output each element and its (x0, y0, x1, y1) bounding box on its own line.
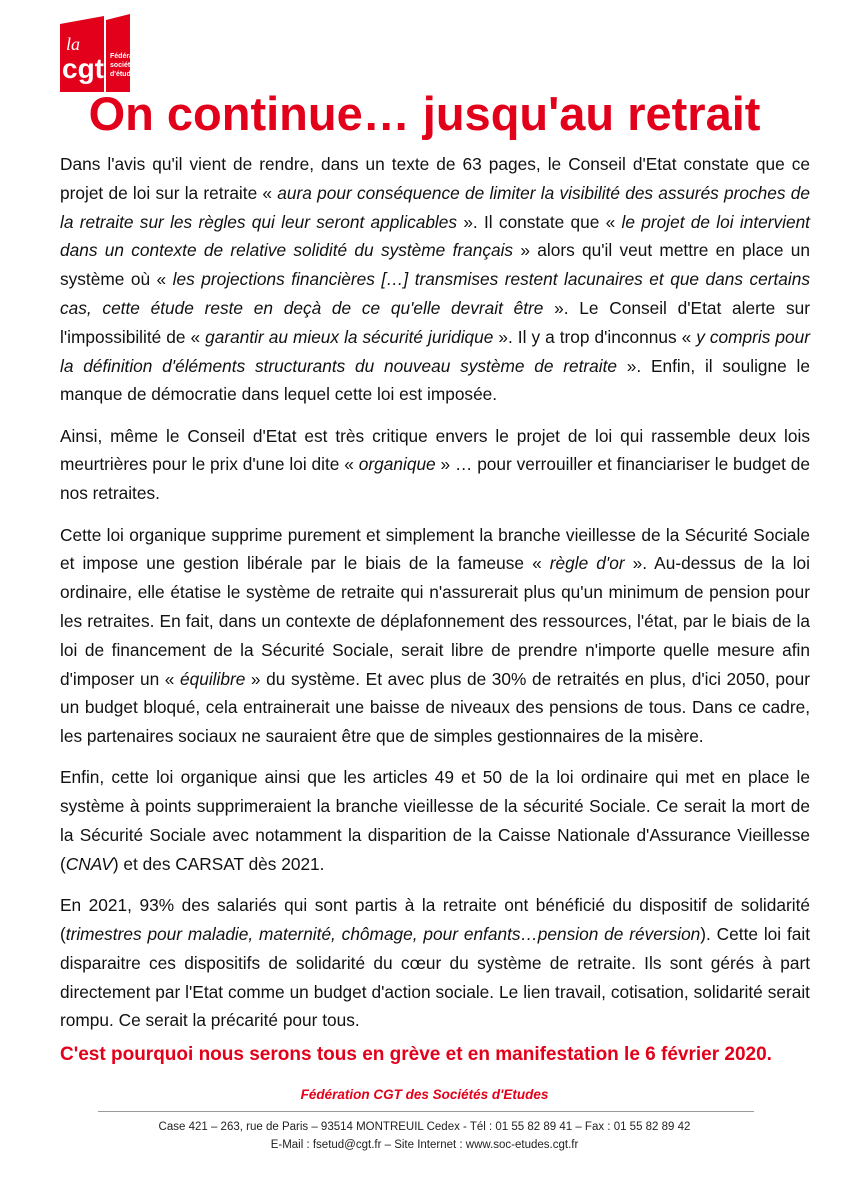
text-run: Ainsi, même le Conseil d'Etat est très critique envers le projet de loi qui rassemble deux lois meurtrières pour le prix d'une loi dite « (60, 425, 810, 475)
paragraph-3 (60, 521, 810, 751)
text-run: Dans l'avis qu'il vient de rendre, dans un texte de 63 pages, le Conseil d'Etat constate que ce projet de loi sur la retraite « (60, 154, 810, 203)
paragraph-5 (60, 891, 810, 1035)
logo-cgt-text: cgt (62, 53, 104, 84)
text-run: ». Il constate que « (457, 211, 622, 232)
paragraph-4 (60, 763, 810, 878)
quoted-text: règle d'or (549, 553, 625, 574)
footer-contact: E-Mail : fsetud@cgt.fr – Site Internet : www.soc-etudes.cgt.fr (270, 1139, 579, 1151)
logo-la-text: la (66, 34, 81, 54)
text-run: ). Cette loi fait disparaitre ces dispositifs de solidarité du cœur du système de retraite. Ils sont gérés à part directement par l'Etat comme un budget d'action sociale. Le lien travail, cotisation, solidarité serait rompu. Ce serait la précarité pour tous. (60, 923, 810, 1031)
text-run: Enfin, cette loi organique ainsi que les articles 49 et 50 de la loi ordinaire qui met en place le système à points supprimeraient la branche vieillesse de la sécurité Sociale. Ce serait la mort de la Sécurité Sociale avec notamment la disparition de la Caisse Nationale d'Assurance Vieillesse ( (60, 767, 810, 874)
quoted-text: organique (358, 454, 436, 475)
footer-title: Fédération CGT des Sociétés d'Etudes (300, 1087, 549, 1102)
text-run: ». Enfin, il souligne le manque de démocratie dans lequel cette loi est imposée. (60, 355, 810, 405)
text-run: Cette loi organique supprime purement et simplement la branche vieillesse de la Sécurité Sociale et impose une gestion libérale par le biais de la fameuse « (60, 524, 810, 574)
text-run: En 2021, 93% des salariés qui sont partis à la retraite ont bénéficié du dispositif de solidarité ( (60, 895, 810, 944)
text-run: ». Au-dessus de la loi ordinaire, elle étatise le système de retraite qui n'assurerait plus qu'un minimum de pension pour les retraites. En fait, dans un contexte de déplafonnement des ressources, l'état, par le biais de la loi de financement de la Sécurité Sociale, serait libre de prendre n'importe quelle mesure afin d'imposer un « (60, 553, 811, 689)
quoted-text: CNAV (65, 853, 113, 874)
quoted-text: le projet de loi intervient dans un contexte de relative solidité du système français (60, 211, 810, 261)
page-title: On continue… jusqu'au retrait (88, 87, 761, 140)
text-run: » du système. Et avec plus de 30% de retraités en plus, d'ici 2050, pour un budget bloqué, cela entrainerait une baisse de niveaux des pensions de tous. Dans ce cadre, les partenaires sociaux ne sauraient être que de simples gestionnaires de la misère. (60, 668, 810, 747)
quoted-text: y compris pour la définition d'éléments structurants du nouveau système de retraite (60, 326, 810, 376)
quoted-text: trimestres pour maladie, maternité, chômage, pour enfants…pension de réversion (65, 923, 701, 944)
text-run: » … pour verrouiller et financiariser le budget de nos retraites. (60, 454, 811, 504)
quoted-text: équilibre (180, 668, 246, 689)
text-run: » alors qu'il veut mettre en place un système où « (60, 240, 810, 290)
text-run: ) et des CARSAT dès 2021. (112, 853, 325, 874)
cgt-logo-graphic (58, 14, 178, 92)
cgt-logo (58, 14, 178, 92)
paragraph-2 (60, 422, 810, 508)
closing-statement: C'est pourquoi nous serons tous en grève et en manifestation le 6 février 2020. (60, 1043, 772, 1065)
text-run: ». Le Conseil d'Etat alerte sur l'impossibilité de « (60, 297, 810, 347)
logo-fed-line-2: sociétés (110, 62, 139, 69)
quoted-text: aura pour conséquence de limiter la visibilité des assurés proches de la retraite sur les règles qui leur seront applicables (60, 182, 811, 232)
logo-fed-line-1: Fédération (110, 53, 146, 60)
paragraph-1 (60, 150, 810, 409)
footer-address: Case 421 – 263, rue de Paris – 93514 MONTREUIL Cedex - Tél : 01 55 82 89 41 – Fax : 01 55 82 89 42 (158, 1121, 691, 1133)
logo-fed-line-3: d'études (110, 71, 139, 78)
quoted-text: garantir au mieux la sécurité juridique (205, 326, 494, 347)
quoted-text: les projections financières […] transmises restent lacunaires et que dans certains cas, cette étude reste en deçà de ce qu'elle devrait être (60, 269, 810, 318)
text-run: ». Il y a trop d'inconnus « (493, 326, 697, 347)
footer-divider (98, 1111, 754, 1112)
article-body (60, 150, 810, 1081)
